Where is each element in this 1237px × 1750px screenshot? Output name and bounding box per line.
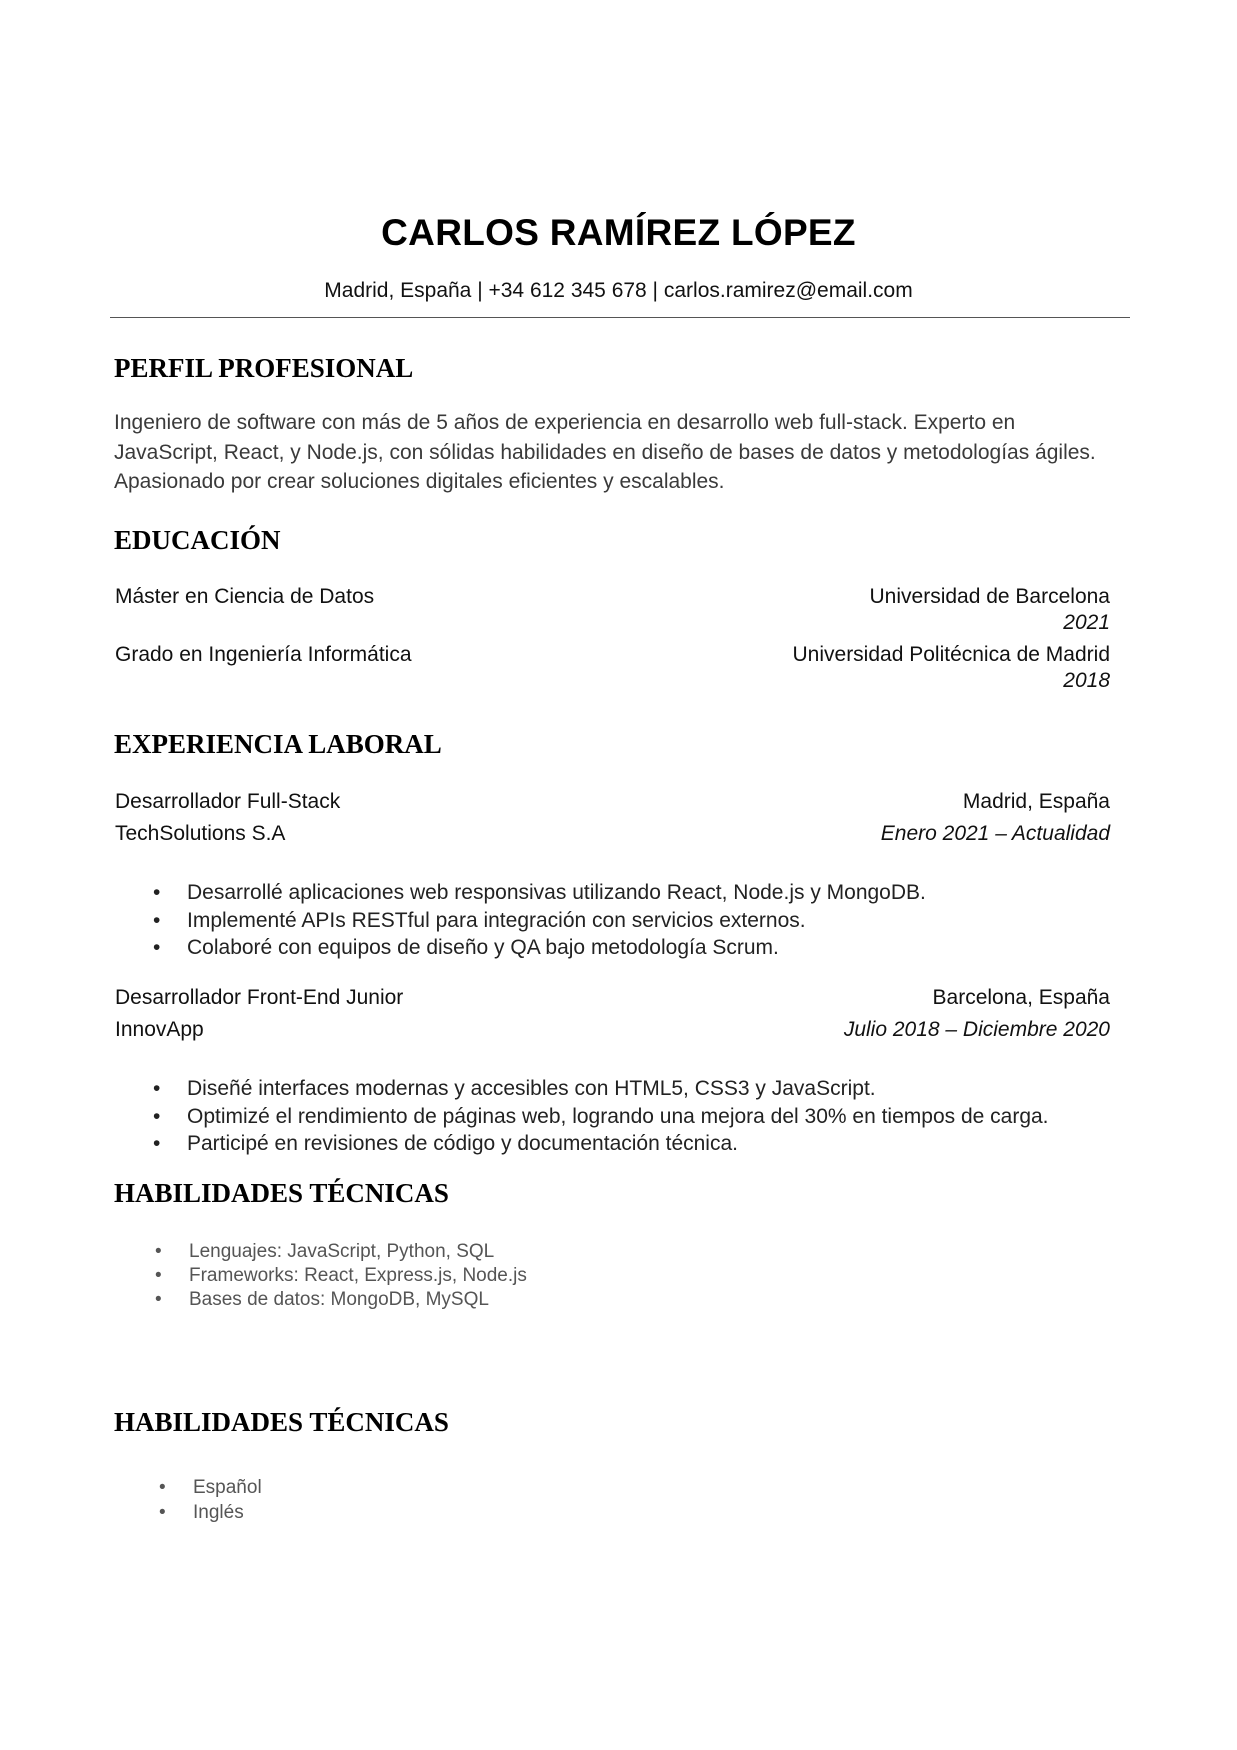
candidate-name: CARLOS RAMÍREZ LÓPEZ (381, 212, 856, 253)
job-company: InnovApp (115, 1018, 204, 1041)
education-heading: EDUCACIÓN (114, 525, 281, 555)
job-bullet-list (187, 1075, 1049, 1158)
job-company: TechSolutions S.A (115, 822, 286, 845)
education-school: Universidad de Barcelona (869, 585, 1110, 608)
list-item: • Diseñé interfaces modernas y accesibles con HTML5, CSS3 y JavaScript. (187, 1075, 1049, 1103)
list-item: • Español (193, 1475, 262, 1500)
list-item: • Desarrollé aplicaciones web responsivas utilizando React, Node.js y MongoDB. (187, 879, 926, 907)
languages-list (193, 1475, 262, 1525)
skills-heading: HABILIDADES TÉCNICAS (114, 1178, 449, 1208)
list-item: • Bases de datos: MongoDB, MySQL (189, 1288, 489, 1312)
job-title: Desarrollador Front-End Junior (115, 986, 404, 1009)
education-year: 2018 (1063, 669, 1110, 692)
list-item: • Implementé APIs RESTful para integración con servicios externos. (187, 907, 926, 935)
profile-summary: Ingeniero de software con más de 5 años de experiencia en desarrollo web full-stack. Experto en JavaScript, React, y Node.js, con sólidas habilidades en diseño de bases de datos y metodologías ágiles. Apasionado por crear soluciones digitales eficientes y escalables. (114, 411, 1096, 493)
job-dates: Enero 2021 – Actualidad (880, 822, 1110, 845)
job-dates: Julio 2018 – Diciembre 2020 (843, 1018, 1110, 1041)
list-item: • Optimizé el rendimiento de páginas web, logrando una mejora del 30% en tiempos de carga. (187, 1103, 1049, 1131)
job-location: Madrid, España (962, 790, 1110, 813)
list-item: • Colaboré con equipos de diseño y QA bajo metodología Scrum. (187, 934, 926, 962)
job-title: Desarrollador Full-Stack (115, 790, 341, 813)
languages-heading: HABILIDADES TÉCNICAS (114, 1407, 449, 1437)
skills-list (189, 1240, 527, 1312)
education-degree: Máster en Ciencia de Datos (115, 585, 375, 608)
job-location: Barcelona, España (932, 986, 1110, 1009)
education-year: 2021 (1063, 611, 1110, 634)
education-degree: Grado en Ingeniería Informática (115, 643, 412, 666)
header-divider (110, 317, 1130, 318)
job-bullet-list (187, 879, 926, 962)
experience-heading: EXPERIENCIA LABORAL (114, 729, 442, 759)
list-item: • Participé en revisiones de código y documentación técnica. (187, 1130, 1049, 1158)
contact-line: Madrid, España | +34 612 345 678 | carlos.ramirez@email.com (324, 279, 913, 302)
list-item: • Frameworks: React, Express.js, Node.js (189, 1264, 489, 1288)
list-item: • Lenguajes: JavaScript, Python, SQL (189, 1240, 489, 1264)
education-school: Universidad Politécnica de Madrid (792, 643, 1110, 666)
list-item: • Inglés (193, 1500, 262, 1525)
profile-heading: PERFIL PROFESIONAL (114, 353, 414, 383)
